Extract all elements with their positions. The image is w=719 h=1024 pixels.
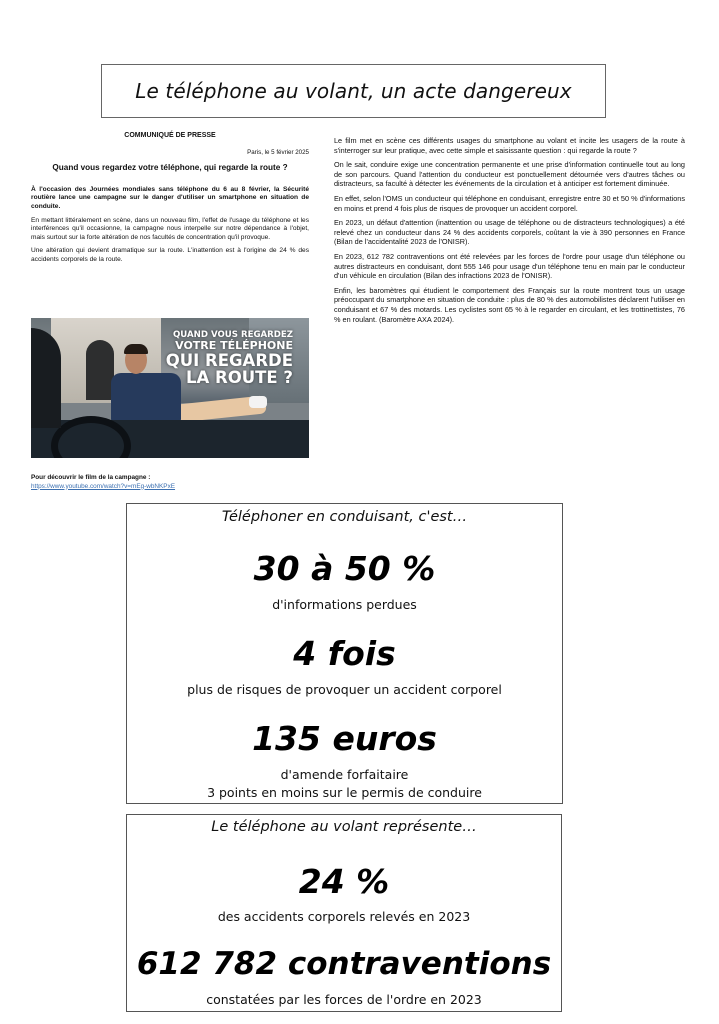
stat-caption: plus de risques de provoquer un accident corporel	[187, 682, 502, 697]
paragraph: À l'occasion des Journées mondiales sans téléphone du 6 au 8 février, la Sécurité routière lance une campagne sur le danger d'utiliser un smartphone en situation de conduite.	[31, 185, 309, 210]
image-overlay-text	[163, 330, 293, 386]
title-box	[101, 64, 606, 118]
stats-box-phone-represents	[126, 814, 562, 1012]
paragraph: On le sait, conduire exige une concentration permanente et une prise d'information continuelle tout au long de son parcours. Quand l'attention du conducteur est ponctuellement détournée vers d'autres tâches ou distracteurs, sa faculté à détecter les événements de la circulation et à anticiper est fortement diminuée.	[334, 160, 685, 189]
stat-value: 612 782 contraventions	[136, 946, 552, 982]
building-arch	[86, 340, 114, 400]
stat-caption: d'amende forfaitaire	[280, 767, 409, 782]
paragraph: Une altération qui devient dramatique sur la route. L'inattention est à l'origine de 24 % des accidents corporels de la route.	[31, 247, 309, 263]
discover-label: Pour découvrir le film de la campagne :	[31, 474, 151, 481]
stat-caption: d'informations perdues	[272, 597, 417, 612]
page-title: Le téléphone au volant, un acte dangereux	[135, 79, 572, 103]
press-release-date: Paris, le 5 février 2025	[247, 148, 309, 156]
stat-value: 135 euros	[252, 719, 437, 758]
press-release-headline: Quand vous regardez votre téléphone, qui regarde la route ?	[52, 163, 288, 173]
paragraph: En 2023, un défaut d'attention (inattention ou usage de téléphone ou de distracteurs technologiques) a été relevé chez un conducteur dans 24 % des accidents corporels, coûtant la vie à 390 personnes en France (Bilan de l'accidentalité 2023 de l'ONISR).	[334, 218, 685, 247]
box-intro: Le téléphone au volant représente…	[211, 819, 477, 835]
stat-caption: 3 points en moins sur le permis de conduire	[207, 785, 482, 800]
overlay-line: VOTRE TÉLÉPHONE	[175, 339, 293, 352]
campaign-image	[31, 318, 309, 458]
stat-value: 30 à 50 %	[253, 549, 436, 588]
press-release-left-column	[31, 132, 309, 270]
press-release-right-column	[334, 136, 685, 329]
press-release-label: COMMUNIQUÉ DE PRESSE	[124, 132, 216, 139]
paragraph: En mettant littéralement en scène, dans un nouveau film, l'effet de l'usage du téléphone et les interférences qu'il occasionne, la campagne nous interpelle sur notre dépendance à l'objet, mais surtout sur la forte altération de nos facultés de concentration qu'il provoque.	[31, 216, 309, 241]
overlay-line: LA ROUTE ?	[185, 368, 293, 387]
discover-section	[31, 474, 175, 491]
paragraph: Le film met en scène ces différents usages du smartphone au volant et incite les usagers de la route à s'interroger sur leur pratique, avec cette simple et saisissante question : qui regarde la route ?	[334, 136, 685, 155]
driver-silhouette	[31, 328, 61, 428]
stats-box-phoning-while-driving	[126, 503, 563, 804]
pedestrian-shoes	[249, 396, 267, 408]
box-intro: Téléphoner en conduisant, c'est…	[221, 509, 468, 525]
paragraph: En 2023, 612 782 contraventions ont été relevées par les forces de l'ordre pour usage d'un téléphone ou autres distracteurs en conduisant, dont 555 146 pour usage d'un téléphone tenu en main par le conducteur d'un véhicule en circulation (Bilan des infractions 2023 de l'ONISR).	[334, 251, 685, 281]
overlay-line: QUI REGARDE	[165, 351, 293, 370]
pedestrian-hair	[124, 344, 148, 354]
paragraph: En effet, selon l'OMS un conducteur qui téléphone en conduisant, enregistre entre 30 et 50 % d'informations en moins et prend 4 fois plus de risques de provoquer un accident corporel.	[334, 193, 685, 213]
paragraph: Enfin, les baromètres qui étudient le comportement des Français sur la route montrent tous un usage préoccupant du smartphone en situation de conduite : plus de 80 % des automobilistes déclarent l'utiliser en conduisant et 67 % des motards. Les cyclistes sont 65 % à le regarder en circulant, et les trottinettistes, 76 % en roulant. (Baromètre AXA 2024).	[334, 285, 685, 324]
campaign-video-link[interactable]: https://www.youtube.com/watch?v=mEg-wbNKPxE	[31, 482, 176, 490]
stat-caption: des accidents corporels relevés en 2023	[217, 909, 471, 924]
stat-caption: constatées par les forces de l'ordre en 2023	[206, 992, 482, 1007]
stat-value: 4 fois	[293, 634, 396, 673]
stat-value: 24 %	[298, 862, 390, 901]
overlay-line: QUAND VOUS REGARDEZ	[173, 330, 293, 340]
